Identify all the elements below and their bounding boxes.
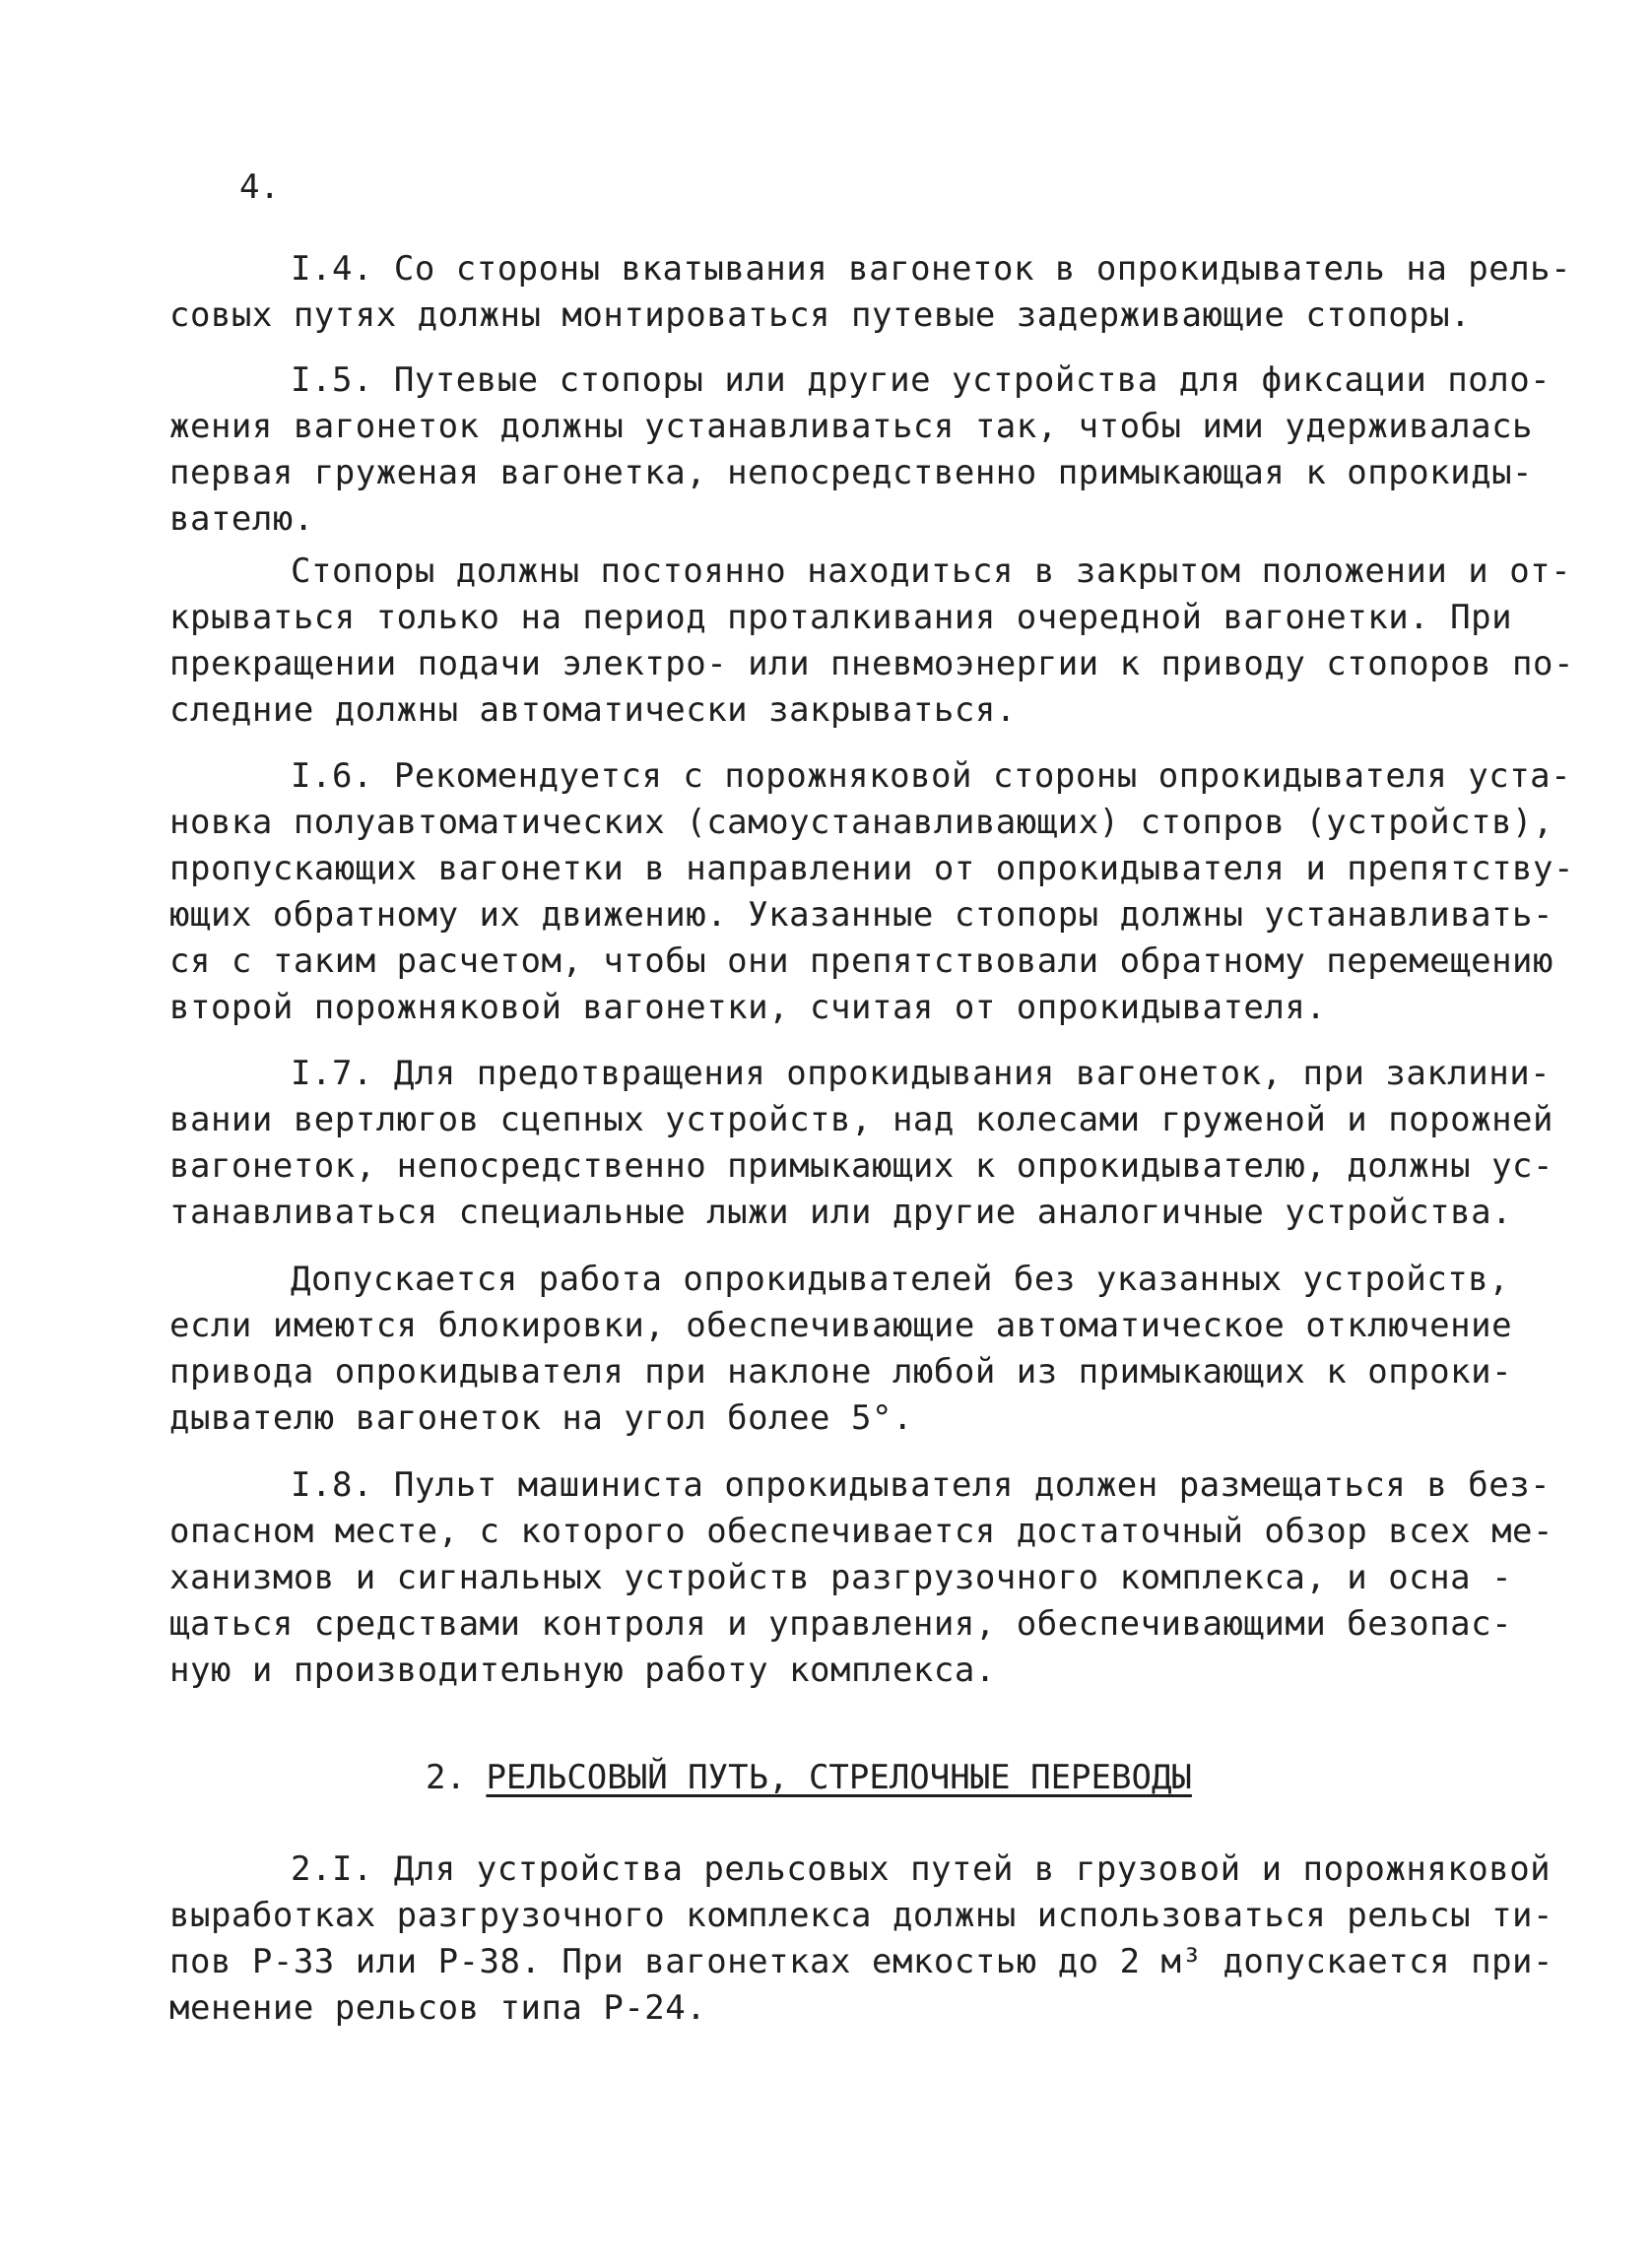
text-line: совых путях должны монтироваться путевые задерживающие стопоры. (169, 295, 1472, 335)
text-line: I.5. Путевые стопоры или другие устройства для фиксации поло- (291, 360, 1552, 400)
text-line: если имеются блокировки, обеспечивающие автоматическое отключение (169, 1306, 1513, 1345)
text-line: ся с таким расчетом, чтобы они препятствовали обратному перемещению (169, 941, 1553, 981)
text-line: первая груженая вагонетка, непосредственно примыкающая к опрокиды- (169, 453, 1534, 492)
text-line: следние должны автоматически закрываться. (169, 690, 1017, 730)
section-title: РЕЛЬСОВЫЙ ПУТЬ, СТРЕЛОЧНЫЕ ПЕРЕВОДЫ (486, 1758, 1192, 1797)
text-line: дывателю вагонеток на угол более 5°. (169, 1398, 913, 1438)
text-line: жения вагонеток должны устанавливаться так, чтобы ими удерживалась (169, 407, 1534, 446)
text-line: I.4. Со стороны вкатывания вагонеток в опрокидыватель на рель- (291, 249, 1572, 289)
text-line: Стопоры должны постоянно находиться в закрытом положении и от- (291, 551, 1572, 591)
text-line: ную и производительную работу комплекса. (169, 1651, 996, 1690)
section-heading (426, 1758, 1192, 1797)
text-line: опасном месте, с которого обеспечивается достаточный обзор всех ме- (169, 1512, 1553, 1551)
text-line: привода опрокидывателя при наклоне любой из примыкающих к опроки- (169, 1352, 1513, 1392)
text-line: ющих обратному их движению. Указанные стопоры должны устанавливать- (169, 895, 1553, 935)
text-line: I.7. Для предотвращения опрокидывания вагонеток, при заклини- (291, 1054, 1552, 1093)
text-line: Допускается работа опрокидывателей без указанных устройств, (291, 1260, 1510, 1299)
text-line: пов Р-33 или Р-38. При вагонетках емкостью до 2 м³ допускается при- (169, 1942, 1553, 1981)
text-line: ханизмов и сигнальных устройств разгрузочного комплекса, и осна - (169, 1558, 1513, 1597)
text-line: прекращении подачи электро- или пневмоэнергии к приводу стопоров по- (169, 644, 1574, 683)
text-line: выработках разгрузочного комплекса должны использоваться рельсы ти- (169, 1896, 1553, 1935)
text-line: вании вертлюгов сцепных устройств, над колесами груженой и порожней (169, 1100, 1553, 1139)
text-line: щаться средствами контроля и управления, обеспечивающими безопас- (169, 1604, 1513, 1644)
text-line: второй порожняковой вагонетки, считая от опрокидывателя. (169, 988, 1327, 1027)
page-number: 4. (239, 167, 280, 207)
text-line: менение рельсов типа Р-24. (169, 1988, 707, 2028)
text-line: пропускающих вагонетки в направлении от опрокидывателя и препятству- (169, 849, 1574, 888)
text-line: крываться только на период проталкивания очередной вагонетки. При (169, 598, 1513, 637)
text-line: вагонеток, непосредственно примыкающих к опрокидывателю, должны ус- (169, 1146, 1553, 1186)
text-line: танавливаться специальные лыжи или другие аналогичные устройства. (169, 1193, 1513, 1232)
text-line: новка полуавтоматических (самоустанавливающих) стопров (устройств), (169, 803, 1553, 842)
text-line: I.8. Пульт машиниста опрокидывателя должен размещаться в без- (291, 1465, 1552, 1505)
section-number: 2. (426, 1758, 466, 1797)
text-line: 2.I. Для устройства рельсовых путей в грузовой и порожняковой (291, 1849, 1552, 1889)
text-line: I.6. Рекомендуется с порожняковой стороны опрокидывателя уста- (291, 756, 1572, 796)
text-line: вателю. (169, 499, 314, 539)
